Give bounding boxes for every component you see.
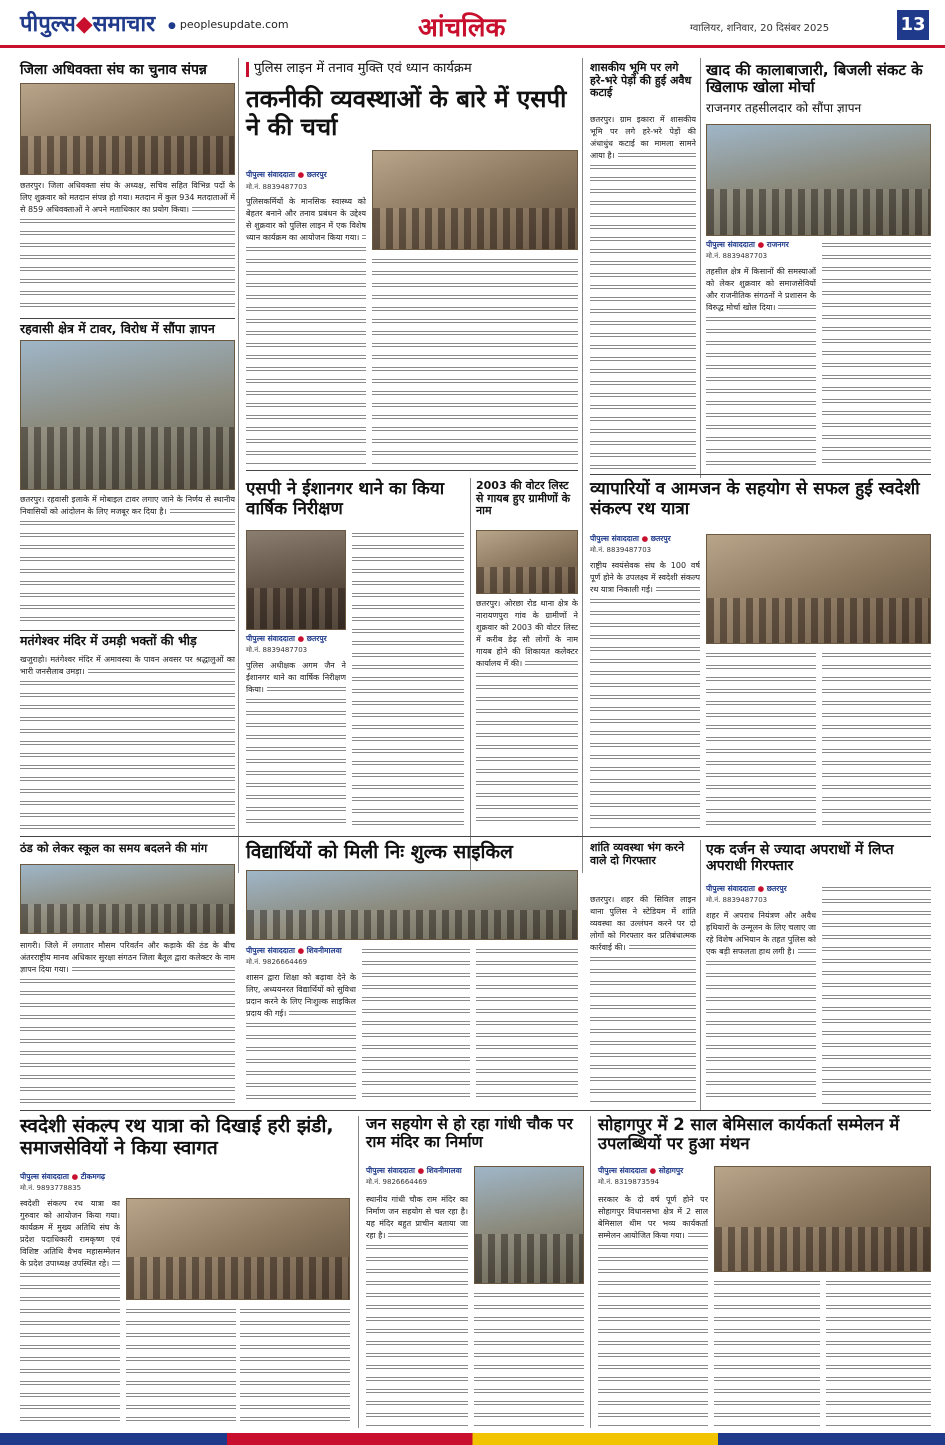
story-ram-temple-lead: स्थानीय गांधी चौक राम मंदिर का निर्माण जन सहयोग से चल रहा है। यह मंदिर बहुत प्राचीन बताया जा रहा है। bbox=[366, 1195, 468, 1240]
byline-place: छतरपुर bbox=[766, 884, 787, 893]
story-sp-inspection-photo bbox=[246, 530, 346, 630]
byline-place: छतरपुर bbox=[306, 634, 327, 643]
story-criminal-body-1 bbox=[706, 910, 816, 1104]
byline-name: पीपुल्स संवाददाता bbox=[706, 884, 755, 893]
byline-name: पीपुल्स संवाददाता bbox=[20, 1172, 69, 1181]
story-fertilizer-lead: तहसील क्षेत्र में किसानों की समस्याओं को लेकर शुक्रवार को समाजसेवियों और राजनीतिक संगठनों ने प्रशासन के विरुद्ध मोर्चा खोल दिया। bbox=[706, 267, 816, 312]
byline-name: पीपुल्स संवाददाता bbox=[706, 240, 755, 249]
story-police-lines-headline[interactable]: तकनीकी व्यवस्थाओं के बारे में एसपी ने की चर्चा bbox=[246, 85, 567, 141]
story-swadeshi-mobile: मो.नं. 8839487703 bbox=[590, 546, 652, 554]
story-criminal-body-2 bbox=[822, 884, 931, 1104]
story-sohagpur-body-3 bbox=[826, 1278, 931, 1428]
story-school-time-body bbox=[20, 940, 235, 1104]
story-tower-body bbox=[20, 494, 235, 626]
story-forest-land-lead: छतरपुर। ग्राम इकारा में शासकीय भूमि पर लगे हरे-भरे पेड़ों की अंधाधुंध कटाई का मामला सामने आया है। bbox=[590, 115, 696, 160]
story-fertilizer-body-1 bbox=[706, 266, 816, 470]
story-police-lines-photo bbox=[372, 150, 578, 250]
story-peace-lead: छतरपुर। शहर की सिविल लाइन थाना पुलिस ने स्टेडियम में शांति व्यवस्था का उल्लंघन करने पर दो लोगों को गिरफ्तार कर प्रतिबंधात्मक कार्रवाई की। bbox=[590, 895, 696, 952]
story-bar-election-photo bbox=[20, 83, 235, 175]
story-police-lines-byline: पीपुल्स संवाददाता ● छतरपुर bbox=[246, 170, 327, 179]
story-ram-temple-body-1 bbox=[366, 1194, 468, 1428]
brand-logo[interactable]: पीपुल्स◆समाचार bbox=[20, 12, 156, 37]
story-sohagpur-body-2 bbox=[714, 1278, 820, 1428]
story-police-lines-mobile: मो.नं. 8839487703 bbox=[246, 183, 308, 191]
story-rath-welcome-headline[interactable]: स्वदेशी संकल्प रथ यात्रा को दिखाई हरी झंडी, समाजसेवियों ने किया स्वागत bbox=[20, 1115, 334, 1159]
story-rath-welcome-byline: पीपुल्स संवाददाता ● टीकमगढ़ bbox=[20, 1172, 106, 1181]
story-ram-temple-headline[interactable]: जन सहयोग से हो रहा गांधी चौक पर राम मंदिर का निर्माण bbox=[366, 1115, 573, 1151]
byline-place: छतरपुर bbox=[306, 170, 327, 179]
byline-place: राजनगर bbox=[766, 240, 789, 249]
story-sohagpur-lead: सरकार के दो वर्ष पूर्ण होने पर सोहागपुर विधानसभा क्षेत्र में 2 साल बेमिसाल थीम पर भव्य कार्यकर्ता सम्मेलन आयोजित किया गया। bbox=[598, 1195, 708, 1240]
divider bbox=[20, 836, 931, 837]
story-sp-inspection-body-1 bbox=[246, 660, 346, 828]
byline-name: पीपुल्स संवाददाता bbox=[246, 170, 295, 179]
story-peace-headline[interactable]: शांति व्यवस्था भंग करने वाले दो गिरफ्तार bbox=[590, 841, 685, 867]
story-police-lines-body-2 bbox=[372, 256, 578, 464]
story-cycles-lead: शासन द्वारा शिक्षा को बढ़ावा देने के लिए, अध्ययनरत विद्यार्थियों को सुविधा प्रदान करने के लिए निःशुल्क साइकिल प्रदाय की गई। bbox=[246, 973, 356, 1018]
byline-name: पीपुल्स संवाददाता bbox=[366, 1166, 415, 1175]
column-rule bbox=[470, 478, 471, 873]
column-rule bbox=[582, 58, 583, 873]
story-fertilizer-mobile: मो.नं. 8839487703 bbox=[706, 252, 768, 260]
divider bbox=[20, 1110, 931, 1111]
column-rule bbox=[700, 840, 701, 1110]
footer-color-bar bbox=[0, 1433, 945, 1445]
story-voter-list-photo bbox=[476, 530, 578, 594]
byline-place: छतरपुर bbox=[650, 534, 671, 543]
story-school-time-lead: सागरी। जिले में लगातार मौसम परिवर्तन और कड़ाके की ठंड के बीच अंतरराष्ट्रीय मानव अधिकार सुरक्षा संगठन जिला बैतूल द्वारा कलेक्टर के नाम ज्ञापन दिया गया। bbox=[20, 941, 235, 974]
story-ram-temple-mobile: मो.नं. 9826664469 bbox=[366, 1178, 428, 1186]
story-temple-crowd-headline[interactable]: मतंगेश्वर मंदिर में उमड़ी भक्तों की भीड़ bbox=[20, 633, 197, 648]
story-criminal-mobile: मो.नं. 8839487703 bbox=[706, 896, 768, 904]
story-rath-welcome-body-2 bbox=[126, 1306, 236, 1428]
story-sohagpur-mobile: मो.नं. 8319873594 bbox=[598, 1178, 660, 1186]
dateline: ग्वालियर, शनिवार, 20 दिसंबर 2025 bbox=[690, 23, 830, 34]
story-sohagpur-photo bbox=[714, 1166, 931, 1272]
site-link[interactable]: ● peoplesupdate.com bbox=[168, 18, 289, 31]
story-fertilizer-byline: पीपुल्स संवाददाता ● राजनगर bbox=[706, 240, 789, 249]
story-sohagpur-body-1 bbox=[598, 1194, 708, 1428]
divider bbox=[590, 474, 931, 475]
column-rule bbox=[238, 58, 239, 873]
story-cycles-photo bbox=[246, 870, 578, 940]
story-tower-lead: छतरपुर। रहवासी इलाके में मोबाइल टावर लगाए जाने के निर्णय से स्थानीय निवासियों को आंदोलन के लिए मजबूर कर दिया है। bbox=[20, 495, 235, 516]
story-temple-crowd-lead: खजुराहो। मतंगेश्वर मंदिर में अमावस्या के पावन अवसर पर श्रद्धालुओं का भारी जनसैलाब उमड़ा। bbox=[20, 655, 235, 676]
story-ram-temple-photo bbox=[474, 1166, 584, 1284]
story-swadeshi-body-2 bbox=[706, 650, 816, 828]
story-fertilizer-photo bbox=[706, 124, 931, 236]
column-rule bbox=[590, 1116, 591, 1428]
byline-name: पीपुल्स संवाददाता bbox=[590, 534, 639, 543]
divider bbox=[246, 470, 578, 471]
story-fertilizer-body-2 bbox=[822, 240, 931, 470]
story-sp-inspection-body-2 bbox=[352, 530, 464, 828]
brand-name-a: पीपुल्स bbox=[20, 12, 76, 37]
byline-place: शिवनीमालवा bbox=[306, 946, 342, 955]
story-sp-inspection-mobile: मो.नं. 8839487703 bbox=[246, 646, 308, 654]
story-forest-land-headline[interactable]: शासकीय भूमि पर लगे हरे-भरे पेड़ों की हुई अवैध कटाई bbox=[590, 61, 692, 100]
story-cycles-mobile: मो.नं. 9826664469 bbox=[246, 958, 308, 966]
story-sp-inspection-byline: पीपुल्स संवाददाता ● छतरपुर bbox=[246, 634, 327, 643]
brand-name-b: समाचार bbox=[92, 12, 156, 37]
story-school-time-photo bbox=[20, 864, 235, 934]
story-temple-crowd-body bbox=[20, 654, 235, 834]
column-rule bbox=[358, 1116, 359, 1428]
story-swadeshi-body-3 bbox=[822, 650, 931, 828]
story-rath-welcome-lead: स्वदेशी संकल्प रथ यात्रा का गुरुवार को आयोजन किया गया। कार्यक्रम में मुख्य अतिथि संघ के प्रदेश पदाधिकारी रामकृष्ण एवं विशिष्ट अतिथि वैभव महासम्मेलन के प्रदेश उपाध्यक्ष उपस्थित रहे। bbox=[20, 1199, 120, 1268]
story-sohagpur-byline: पीपुल्स संवाददाता ● सोहागपुर bbox=[598, 1166, 684, 1175]
story-police-lines-lead: पुलिसकर्मियों के मानसिक स्वास्थ्य को बेहतर बनाने और तनाव प्रबंधन के उद्देश्य से शुक्रवार को पुलिस लाइन में एक विशेष ध्यान कार्यक्रम का आयोजन किया गया। bbox=[246, 197, 366, 242]
story-rath-welcome-body-3 bbox=[240, 1306, 350, 1428]
divider bbox=[20, 318, 235, 319]
story-cycles-body-1 bbox=[246, 972, 356, 1104]
story-police-lines-kicker: पुलिस लाइन में तनाव मुक्ति एवं ध्यान कार्यक्रम bbox=[246, 62, 578, 77]
story-sp-inspection-headline[interactable]: एसपी ने ईशानगर थाने का किया वार्षिक निरीक्षण bbox=[246, 479, 445, 519]
masthead bbox=[0, 0, 945, 48]
story-cycles-byline: पीपुल्स संवाददाता ● शिवनीमालवा bbox=[246, 946, 342, 955]
story-forest-land-body bbox=[590, 114, 696, 470]
story-peace-body bbox=[590, 894, 696, 1104]
story-bar-election-body bbox=[20, 180, 235, 312]
story-tower-photo bbox=[20, 340, 235, 490]
story-cycles-body-2 bbox=[362, 946, 470, 1104]
story-swadeshi-byline: पीपुल्स संवाददाता ● छतरपुर bbox=[590, 534, 671, 543]
byline-place: शिवनीमालवा bbox=[426, 1166, 462, 1175]
story-bar-election-headline[interactable]: जिला अधिवक्ता संघ का चुनाव संपन्न bbox=[20, 62, 207, 78]
story-ram-temple-byline: पीपुल्स संवाददाता ● शिवनीमालवा bbox=[366, 1166, 462, 1175]
story-voter-list-body bbox=[476, 598, 578, 828]
story-swadeshi-body-1 bbox=[590, 560, 700, 828]
story-voter-list-headline[interactable]: 2003 की वोटर लिस्ट से गायब हुए ग्रामीणों के नाम bbox=[476, 479, 571, 518]
section-title: आंचलिक bbox=[418, 13, 506, 43]
divider bbox=[20, 630, 235, 631]
story-cycles-body-3 bbox=[476, 946, 578, 1104]
column-rule bbox=[700, 58, 701, 478]
story-swadeshi-photo bbox=[706, 534, 931, 644]
byline-name: पीपुल्स संवाददाता bbox=[246, 946, 295, 955]
story-tower-headline[interactable]: रहवासी क्षेत्र में टावर, विरोध में सौंपा ज्ञापन bbox=[20, 321, 215, 336]
byline-place: टीकमगढ़ bbox=[80, 1172, 106, 1181]
story-criminal-headline[interactable]: एक दर्जन से ज्यादा अपराधों में लिप्त अपराधी गिरफ्तार bbox=[706, 842, 894, 875]
story-criminal-lead: शहर में अपराध नियंत्रण और अवैध हथियारों के उन्मूलन के लिए चलाए जा रहे विशेष अभियान के तहत पुलिस को एक बड़ी सफलता हाथ लगी है। bbox=[706, 911, 816, 956]
story-bar-election-lead: छतरपुर। जिला अधिवक्ता संघ के अध्यक्ष, सचिव सहित विभिन्न पदों के लिए शुक्रवार को मतदान संपन्न हो गया। मतदान में कुल 934 मतदाताओं में से 859 अधिवक्ताओं ने अपने मताधिकार का प्रयोग किया। bbox=[20, 181, 235, 214]
story-fertilizer-subhead: राजनगर तहसीलदार को सौंपा ज्ञापन bbox=[706, 101, 862, 115]
byline-place: सोहागपुर bbox=[658, 1166, 684, 1175]
story-fertilizer-headline[interactable]: खाद की कालाबाजारी, बिजली संकट के खिलाफ खोला मोर्चा bbox=[706, 61, 923, 97]
byline-name: पीपुल्स संवाददाता bbox=[598, 1166, 647, 1175]
story-swadeshi-lead: राष्ट्रीय स्वयंसेवक संघ के 100 वर्ष पूर्ण होने के उपलक्ष्य में स्वदेशी संकल्प रथ यात्रा निकाली गई। bbox=[590, 561, 700, 594]
story-police-lines-body-1 bbox=[246, 196, 366, 464]
story-sp-inspection-lead: पुलिस अधीक्षक अगम जैन ने ईशानगर थाने का वार्षिक निरीक्षण किया। bbox=[246, 661, 346, 694]
story-rath-welcome-body-1 bbox=[20, 1198, 120, 1428]
page-number: 13 bbox=[897, 10, 929, 40]
story-criminal-byline: पीपुल्स संवाददाता ● छतरपुर bbox=[706, 884, 787, 893]
byline-name: पीपुल्स संवाददाता bbox=[246, 634, 295, 643]
story-school-time-headline[interactable]: ठंड को लेकर स्कूल का समय बदलने की मांग bbox=[20, 841, 208, 855]
story-rath-welcome-mobile: मो.नं. 9893778835 bbox=[20, 1184, 82, 1192]
story-ram-temple-body-2 bbox=[474, 1290, 584, 1428]
story-rath-welcome-photo bbox=[126, 1198, 350, 1300]
story-cycles-headline[interactable]: विद्यार्थियों को मिली निः शुल्क साइकिल bbox=[246, 841, 513, 863]
story-swadeshi-headline[interactable]: व्यापारियों व आमजन के सहयोग से सफल हुई स्वदेशी संकल्प रथ यात्रा bbox=[590, 479, 920, 519]
story-sohagpur-headline[interactable]: सोहागपुर में 2 साल बेमिसाल कार्यकर्ता सम्मेलन में उपलब्धियों पर हुआ मंथन bbox=[598, 1115, 900, 1153]
story-voter-list-lead: छतरपुर। ओरछा रोड थाना क्षेत्र के नारायणपुरा गांव के ग्रामीणों ने शुक्रवार को 2003 की वोटर लिस्ट में करीब डेढ़ सौ लोगों के नाम गायब होने की शिकायत कलेक्टर कार्यालय में की। bbox=[476, 599, 578, 668]
